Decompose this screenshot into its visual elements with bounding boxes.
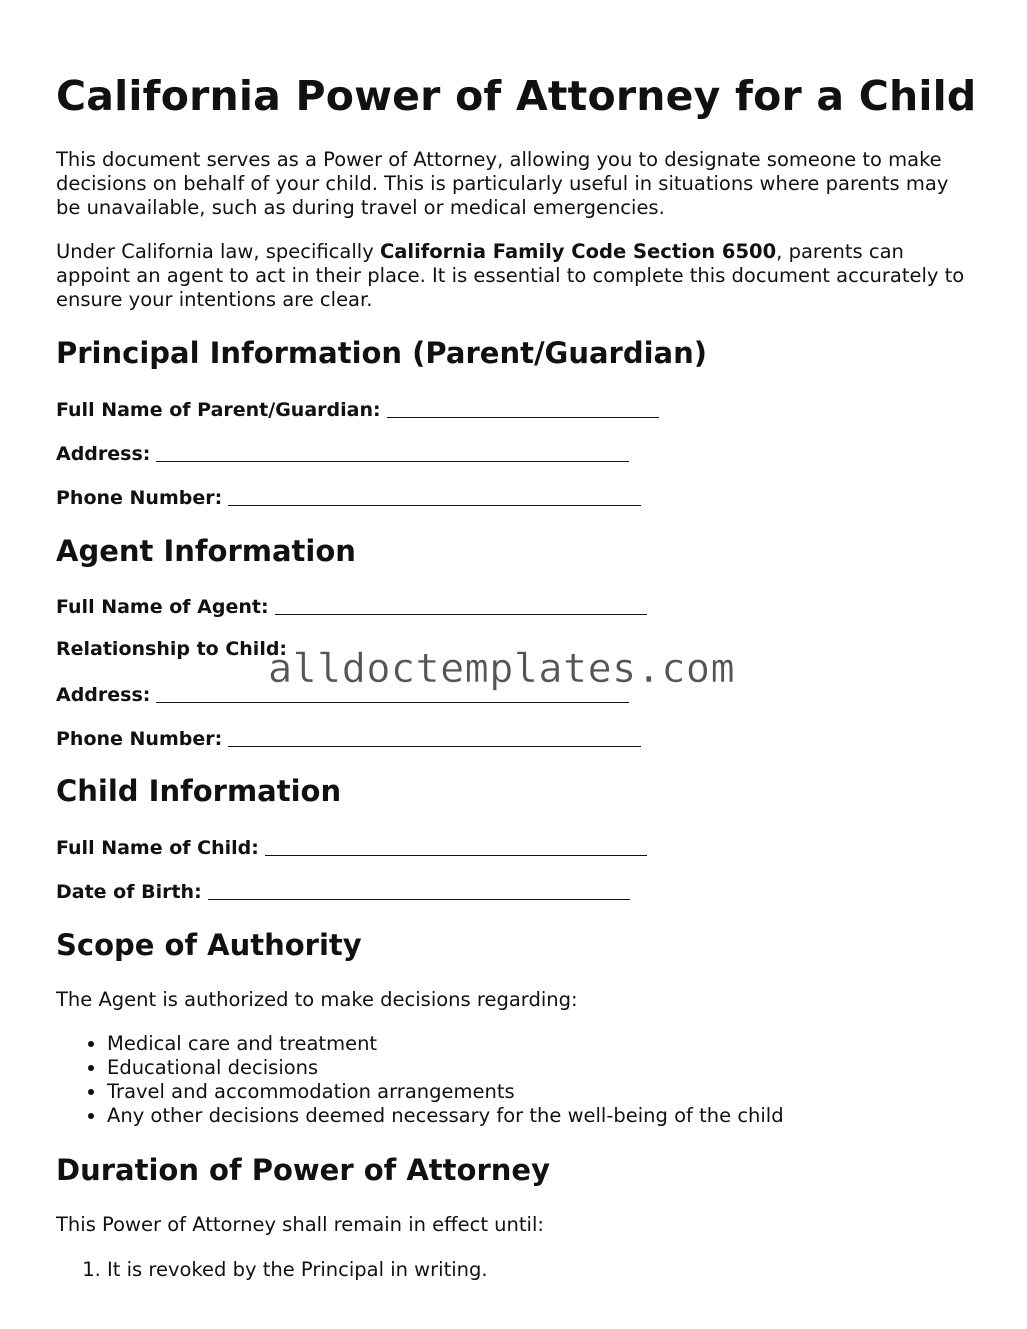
- principal-phone-field: [56, 485, 641, 509]
- watermark-text: alldoctemplates.com: [268, 646, 736, 692]
- list-item: • Educational decisions: [107, 1056, 784, 1080]
- child-dob-label: Date of Birth:: [56, 881, 202, 903]
- principal-full-name-label: Full Name of Parent/Guardian:: [56, 399, 381, 421]
- list-item: 1. It is revoked by the Principal in writing.: [107, 1258, 488, 1282]
- principal-full-name-input[interactable]: [387, 399, 659, 418]
- document-title: California Power of Attorney for a Child: [56, 72, 977, 120]
- scope-list: [56, 1032, 784, 1128]
- agent-heading: Agent Information: [56, 534, 356, 568]
- child-dob-input[interactable]: [208, 881, 630, 900]
- law-reference: California Family Code Section 6500: [379, 240, 777, 263]
- law-prefix: Under California law, specifically: [56, 240, 380, 263]
- list-item: • Any other decisions deemed necessary for the well-being of the child: [107, 1104, 784, 1128]
- agent-full-name-input[interactable]: [275, 596, 647, 615]
- child-full-name-label: Full Name of Child:: [56, 837, 259, 859]
- list-item: • Medical care and treatment: [107, 1032, 784, 1056]
- intro-paragraph: This document serves as a Power of Attorney, allowing you to designate someone to make decisions on behalf of your child. This is particularly useful in situations where parents may be unavailable, such as during travel or medical emergencies.: [56, 148, 949, 219]
- principal-phone-input[interactable]: [228, 487, 641, 506]
- duration-heading: Duration of Power of Attorney: [56, 1153, 550, 1187]
- principal-address-label: Address:: [56, 443, 151, 465]
- child-dob-field: [56, 879, 630, 903]
- agent-full-name-label: Full Name of Agent:: [56, 596, 269, 618]
- scope-heading: Scope of Authority: [56, 928, 362, 962]
- duration-intro: This Power of Attorney shall remain in effect until:: [56, 1213, 544, 1236]
- principal-address-input[interactable]: [156, 443, 629, 462]
- law-paragraph: [56, 240, 976, 312]
- list-item: • Travel and accommodation arrangements: [107, 1080, 784, 1104]
- agent-phone-input[interactable]: [228, 728, 641, 747]
- agent-relationship-label: Relationship to Child:: [56, 638, 288, 660]
- child-heading: Child Information: [56, 774, 342, 808]
- agent-phone-field: [56, 726, 641, 750]
- agent-full-name-field: [56, 594, 647, 618]
- agent-relationship-field: [56, 638, 287, 660]
- law-suffix: , parents can appoint an agent to act in their place. It is essential to complete this document accurately to ensure your intentions are clear.: [56, 240, 965, 311]
- child-full-name-field: [56, 835, 647, 859]
- principal-heading: Principal Information (Parent/Guardian): [56, 336, 708, 370]
- duration-list: [56, 1258, 488, 1282]
- scope-intro: The Agent is authorized to make decisions regarding:: [56, 988, 578, 1011]
- agent-phone-label: Phone Number:: [56, 728, 223, 750]
- child-full-name-input[interactable]: [265, 837, 647, 856]
- principal-address-field: [56, 441, 629, 465]
- agent-address-label: Address:: [56, 684, 151, 706]
- principal-full-name-field: [56, 397, 659, 421]
- principal-phone-label: Phone Number:: [56, 487, 223, 509]
